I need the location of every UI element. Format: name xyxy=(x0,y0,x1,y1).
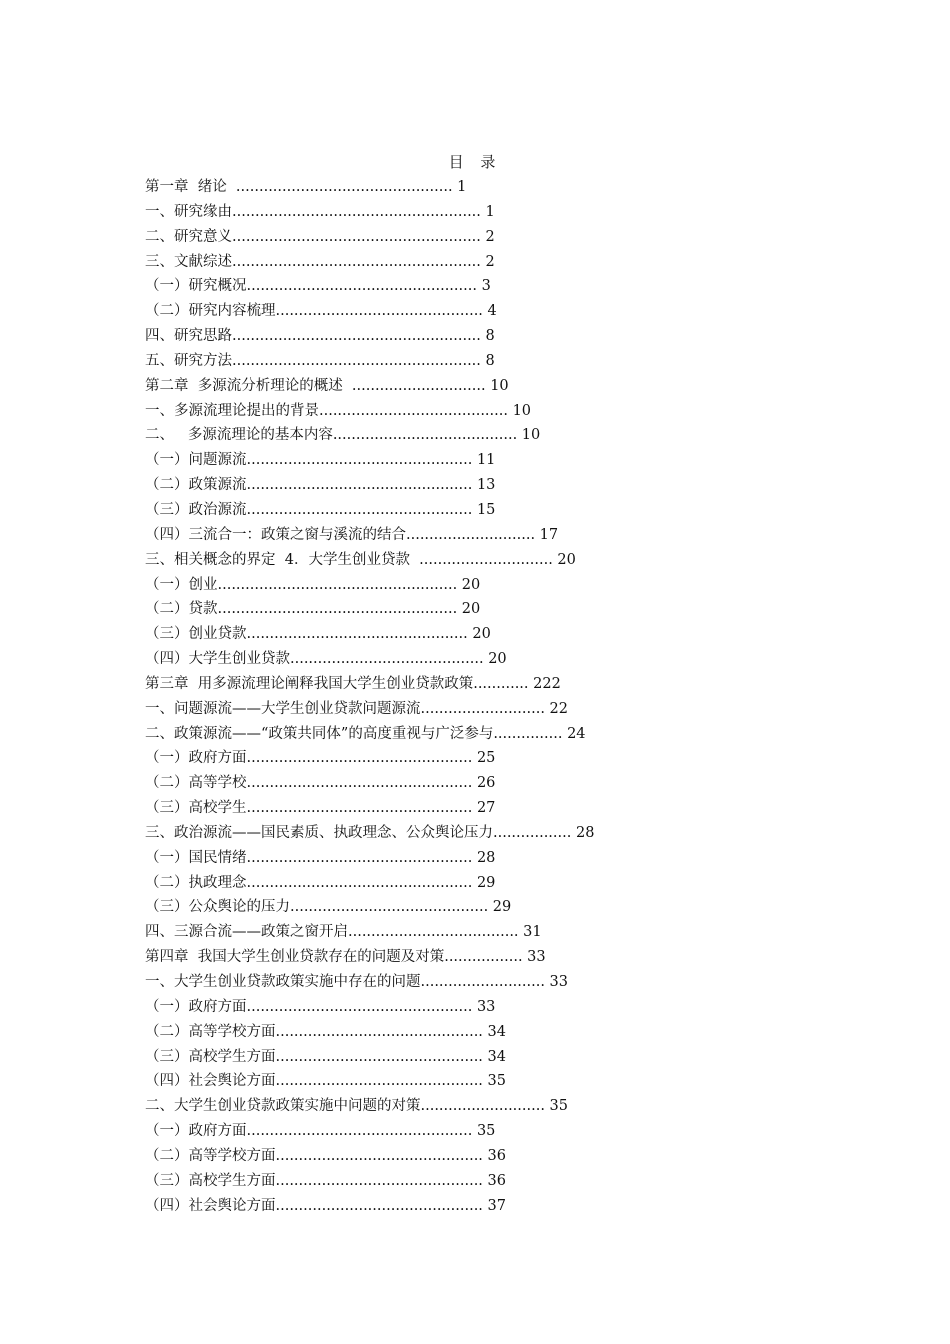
toc-entry xyxy=(145,200,845,225)
toc-entry xyxy=(145,945,845,970)
toc-entry xyxy=(145,846,845,871)
toc-entry-text: 一、多源流理论提出的背景......................................... 10 xyxy=(145,402,532,419)
toc-entry-text: 二、 多源流理论的基本内容........................................ 10 xyxy=(145,427,541,444)
toc-entry-text: （四）社会舆论方面............................................. 35 xyxy=(145,1073,506,1090)
toc-entry-text: （二）研究内容梳理............................................. 4 xyxy=(145,303,497,320)
toc-entry xyxy=(145,175,845,200)
table-of-contents xyxy=(145,175,845,1218)
toc-entry xyxy=(145,1119,845,1144)
toc-entry-text: （三）创业贷款................................................ 20 xyxy=(145,626,491,643)
toc-entry-text: 五、研究方法...................................................... 8 xyxy=(145,352,495,369)
toc-entry xyxy=(145,697,845,722)
toc-entry xyxy=(145,523,845,548)
toc-entry xyxy=(145,821,845,846)
toc-title: 目 录 xyxy=(448,153,502,171)
toc-entry xyxy=(145,349,845,374)
toc-entry-text: （一）政府方面................................................. 35 xyxy=(145,1123,496,1140)
toc-entry xyxy=(145,995,845,1020)
toc-entry xyxy=(145,448,845,473)
toc-entry xyxy=(145,895,845,920)
toc-entry-text: 二、政策源流——“政策共同体”的高度重视与广泛参与............... 24 xyxy=(145,725,586,742)
toc-entry-text: （二）高等学校................................................. 26 xyxy=(145,775,496,792)
toc-entry xyxy=(145,1020,845,1045)
toc-entry-text: （三）高校学生................................................. 27 xyxy=(145,800,496,817)
toc-entry-text: （一）研究概况.................................................. 3 xyxy=(145,278,491,295)
toc-entry xyxy=(145,225,845,250)
toc-entry-text: 四、三源合流——政策之窗开启..................................... 31 xyxy=(145,924,542,941)
toc-entry xyxy=(145,423,845,448)
toc-entry-text: （三）高校学生方面............................................. 34 xyxy=(145,1048,506,1065)
toc-entry xyxy=(145,920,845,945)
toc-entry xyxy=(145,1094,845,1119)
toc-entry-text: 一、研究缘由...................................................... 1 xyxy=(145,203,495,220)
toc-entry-text: （三）高校学生方面............................................. 36 xyxy=(145,1172,506,1189)
toc-entry xyxy=(145,622,845,647)
toc-entry xyxy=(145,597,845,622)
toc-entry-text: （一）问题源流................................................. 11 xyxy=(145,452,496,469)
toc-entry-text: （二）执政理念................................................. 29 xyxy=(145,874,496,891)
toc-entry-text: （四）社会舆论方面............................................. 37 xyxy=(145,1197,506,1214)
toc-entry-text: （二）高等学校方面............................................. 36 xyxy=(145,1147,506,1164)
toc-entry xyxy=(145,1169,845,1194)
toc-entry xyxy=(145,722,845,747)
toc-entry xyxy=(145,374,845,399)
toc-entry xyxy=(145,324,845,349)
toc-entry-text: （二）政策源流................................................. 13 xyxy=(145,477,496,494)
toc-entry xyxy=(145,1194,845,1219)
toc-entry-text: （四）三流合一：政策之窗与溪流的结合............................ 17 xyxy=(145,526,559,543)
toc-entry-text: 三、相关概念的界定 4．大学生创业贷款 ............................. 20 xyxy=(145,551,576,568)
toc-entry xyxy=(145,871,845,896)
toc-entry-text: （一）政府方面................................................. 25 xyxy=(145,750,496,767)
toc-entry xyxy=(145,498,845,523)
toc-entry-text: （二）高等学校方面............................................. 34 xyxy=(145,1023,506,1040)
toc-entry-text: （二）贷款.................................................... 20 xyxy=(145,601,481,618)
toc-entry xyxy=(145,672,845,697)
toc-entry xyxy=(145,647,845,672)
toc-entry-text: 第二章 多源流分析理论的概述 ............................. 10 xyxy=(145,377,509,394)
toc-entry-text: 一、问题源流——大学生创业贷款问题源流........................... 22 xyxy=(145,700,569,717)
toc-entry xyxy=(145,1144,845,1169)
toc-entry xyxy=(145,771,845,796)
toc-entry-text: 第三章 用多源流理论阐释我国大学生创业贷款政策............ 222 xyxy=(145,675,561,692)
toc-entry-text: 三、政治源流——国民素质、执政理念、公众舆论压力................. 28 xyxy=(145,824,595,841)
toc-entry-text: 二、研究意义...................................................... 2 xyxy=(145,228,495,245)
toc-entry-text: （一）创业.................................................... 20 xyxy=(145,576,481,593)
toc-entry-text: （三）公众舆论的压力........................................... 29 xyxy=(145,899,512,916)
toc-entry-text: （三）政治源流................................................. 15 xyxy=(145,501,496,518)
toc-entry-text: （一）政府方面................................................. 33 xyxy=(145,998,496,1015)
toc-entry xyxy=(145,548,845,573)
toc-entry-text: 一、大学生创业贷款政策实施中存在的问题........................... 33 xyxy=(145,974,569,990)
toc-entry xyxy=(145,473,845,498)
toc-entry-text: 四、研究思路...................................................... 8 xyxy=(145,328,495,345)
toc-entry xyxy=(145,274,845,299)
toc-entry xyxy=(145,746,845,771)
toc-entry xyxy=(145,299,845,324)
toc-entry-text: 第一章 绪论 ............................................... 1 xyxy=(145,179,467,195)
toc-entry xyxy=(145,1069,845,1094)
toc-entry xyxy=(145,970,845,995)
toc-entry-text: 第四章 我国大学生创业贷款存在的问题及对策................. 33 xyxy=(145,949,546,966)
toc-entry xyxy=(145,573,845,598)
toc-entry-text: （四）大学生创业贷款.......................................... 20 xyxy=(145,651,507,668)
toc-entry-text: 二、大学生创业贷款政策实施中问题的对策........................... 35 xyxy=(145,1098,569,1115)
toc-entry xyxy=(145,796,845,821)
toc-entry xyxy=(145,1045,845,1070)
toc-entry-text: （一）国民情绪................................................. 28 xyxy=(145,849,496,866)
toc-entry xyxy=(145,250,845,275)
toc-entry-text: 三、文献综述...................................................... 2 xyxy=(145,253,495,270)
toc-entry xyxy=(145,399,845,424)
